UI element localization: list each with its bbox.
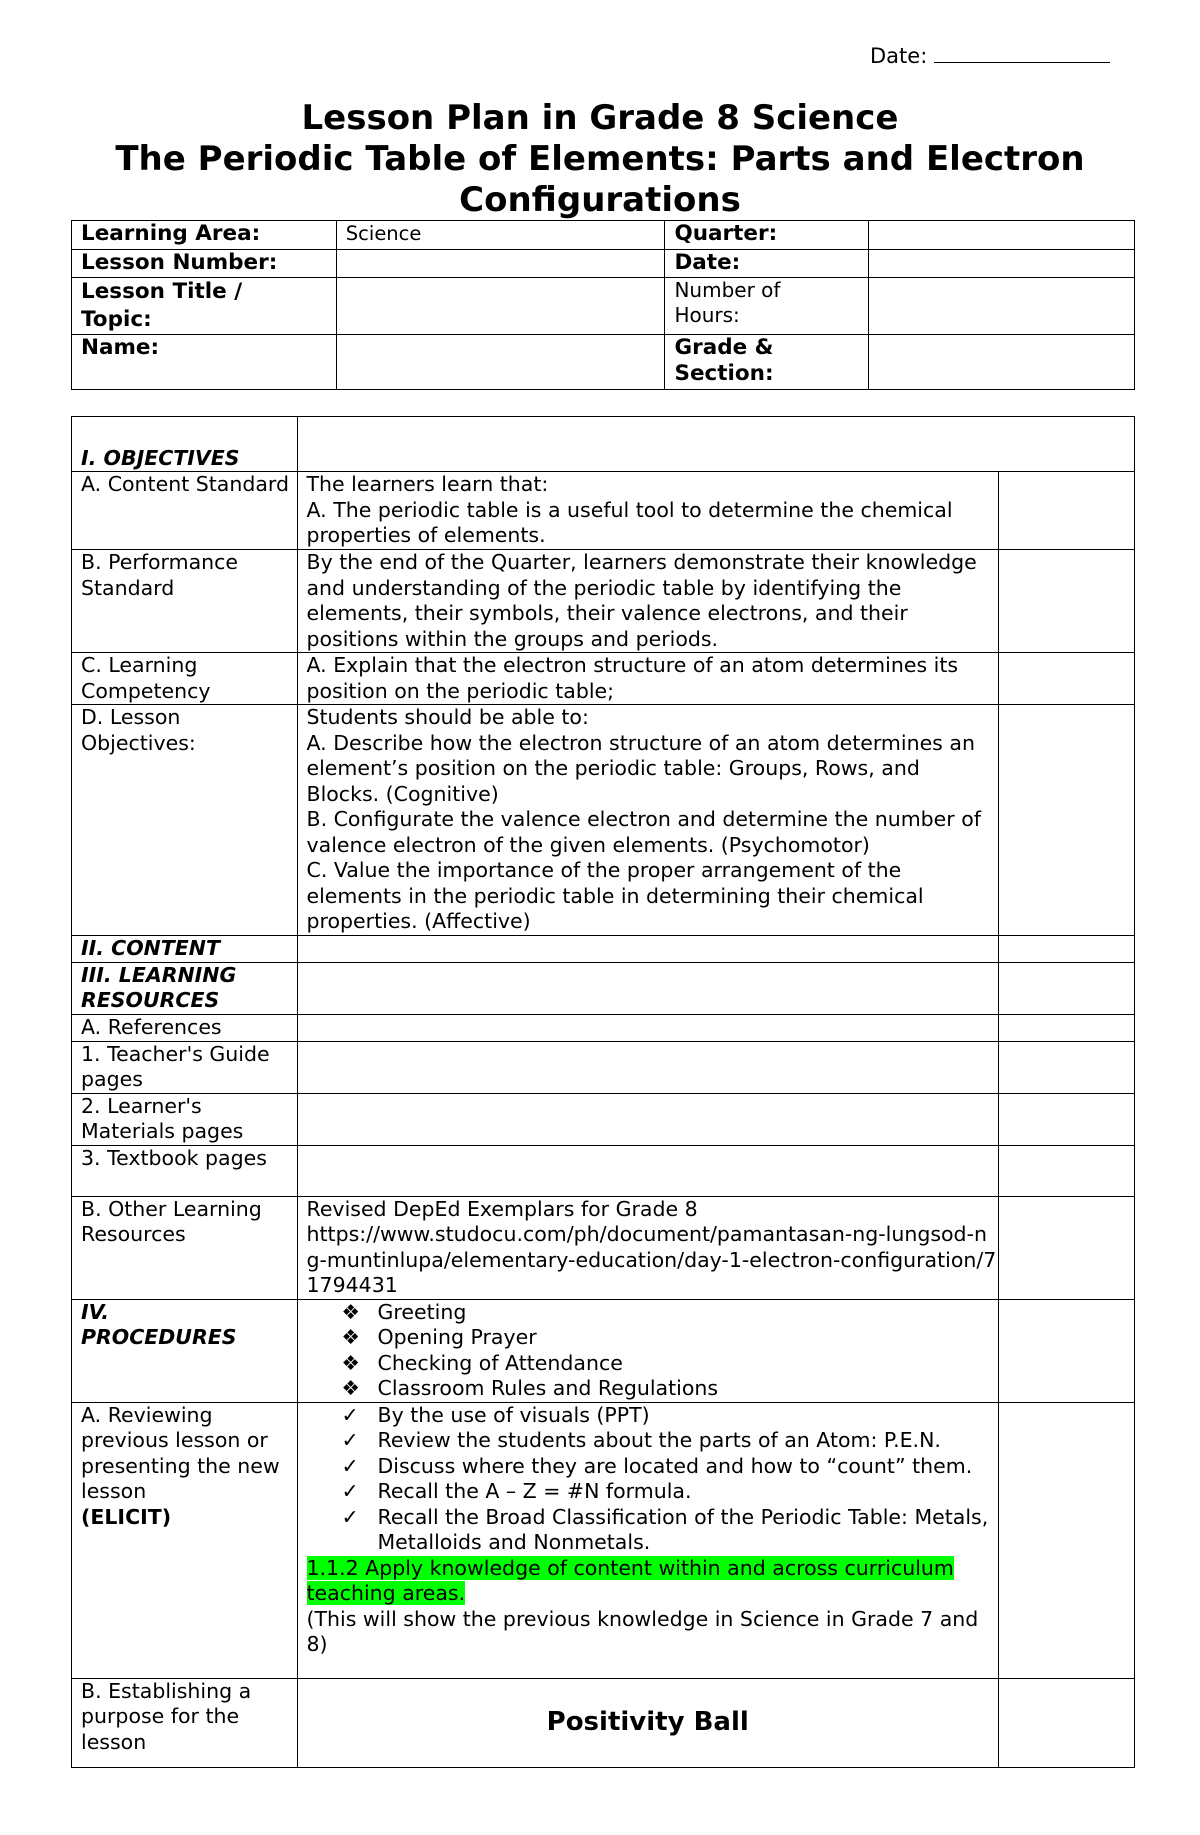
objectives-empty — [297, 417, 1135, 472]
remarks-cell — [998, 1093, 1134, 1145]
objectives-heading-text: I. OBJECTIVES — [81, 445, 240, 470]
check-bullet-icon: ✓ — [341, 1402, 359, 1427]
learning-area-label: Learning Area: — [72, 221, 337, 250]
diamond-bullet-icon: ❖ — [341, 1299, 360, 1324]
check-bullet-icon: ✓ — [341, 1428, 359, 1452]
purpose-value: Positivity Ball — [297, 1678, 998, 1767]
content-standard-line: A. The periodic table is a useful tool to determine the chemical properties of elements. — [306, 497, 953, 547]
remarks-cell — [998, 1196, 1134, 1299]
remarks-cell — [998, 1299, 1134, 1402]
reviewing-label-text: A. Reviewing previous lesson or presenting the new lesson — [81, 1402, 280, 1503]
lesson-title-label-line1: Lesson Title / — [81, 279, 243, 304]
review-item: ✓ Recall the Broad Classification of the Periodic Table: Metals, Metalloids and Nonmetals. — [341, 1504, 989, 1554]
learning-competency-text: A. Explain that the electron structure of an atom determines its position on the periodic table; — [297, 653, 998, 705]
diamond-bullet-icon: ❖ — [341, 1376, 360, 1400]
other-resource-link[interactable]: https://www.studocu.com/ph/document/pamantasan-ng-lungsod-ng-muntinlupa/elementary-education/day-1-electron-configuration/71794431 — [306, 1222, 997, 1297]
name-label: Name: — [72, 335, 337, 390]
procedure-item: ❖ Greeting — [341, 1299, 467, 1324]
check-bullet-icon: ✓ — [341, 1504, 359, 1529]
remarks-cell — [998, 1678, 1134, 1767]
reviewing-label — [72, 1402, 298, 1678]
content-standard-text — [297, 472, 998, 550]
remarks-cell — [998, 1402, 1134, 1678]
lesson-plan-table — [71, 416, 1135, 1768]
remarks-cell — [998, 705, 1134, 936]
procedure-item: ❖ Classroom Rules and Regulations — [341, 1376, 719, 1400]
info-date-value[interactable] — [869, 250, 1135, 278]
grade-value[interactable] — [869, 335, 1135, 390]
procedure-item: ❖ Opening Prayer — [341, 1325, 537, 1349]
remarks-cell — [998, 935, 1134, 962]
quarter-label: Quarter: — [665, 221, 869, 250]
objectives-heading — [72, 417, 298, 472]
grade-label — [665, 335, 869, 390]
learning-competency-label: C. Learning Competency — [72, 653, 298, 705]
procedures-heading: IV. PROCEDURES — [72, 1299, 298, 1402]
lesson-objective-line: C. Value the importance of the proper arrangement of the elements in the periodic table in determining their chemical properties. (Affective) — [306, 858, 924, 933]
other-resource-line: Revised DepEd Exemplars for Grade 8 — [306, 1196, 698, 1221]
learning-resources-heading: III. LEARNING RESOURCES — [72, 962, 298, 1014]
title-line-1: Lesson Plan in Grade 8 Science — [301, 98, 899, 138]
remarks-cell — [998, 1014, 1134, 1041]
title-line-3: Configurations — [459, 180, 741, 220]
other-resources-label: B. Other Learning Resources — [72, 1196, 298, 1299]
quarter-value[interactable] — [869, 221, 1135, 250]
remarks-cell — [998, 550, 1134, 653]
reviewing-tag: (ELICIT) — [81, 1504, 172, 1529]
performance-standard-text: By the end of the Quarter, learners demonstrate their knowledge and understanding of the periodic table by identifying the elements, their symbols, their valence electrons, and their positions within the groups and periods. — [297, 550, 998, 653]
date-line — [870, 44, 1110, 68]
content-standard-label: A. Content Standard — [72, 472, 298, 550]
remarks-cell — [998, 1041, 1134, 1093]
content-heading: II. CONTENT — [72, 935, 298, 962]
document-title — [70, 98, 1130, 221]
references-label: A. References — [72, 1014, 298, 1041]
lesson-number-value[interactable] — [336, 250, 665, 278]
remarks-cell — [998, 472, 1134, 550]
diamond-bullet-icon: ❖ — [341, 1350, 360, 1375]
remarks-cell — [998, 962, 1134, 1014]
date-blank[interactable] — [934, 44, 1110, 63]
textbook-value — [297, 1145, 998, 1196]
review-item: ✓ Review the students about the parts of an Atom: P.E.N. — [341, 1428, 941, 1452]
grade-label-line2: Section: — [674, 361, 774, 386]
lesson-objectives-text — [297, 705, 998, 936]
lesson-title-value[interactable] — [336, 278, 665, 335]
hours-label-line2: Hours: — [674, 303, 740, 327]
lesson-number-label: Lesson Number: — [72, 250, 337, 278]
check-bullet-icon: ✓ — [341, 1479, 359, 1503]
lesson-title-label-line2: Topic: — [81, 307, 152, 332]
remarks-cell — [998, 653, 1134, 705]
hours-label-line1: Number of — [674, 278, 781, 302]
highlighted-indicator — [307, 1556, 998, 1607]
learners-materials-label: 2. Learner's Materials pages — [72, 1093, 298, 1145]
reviewing-note: (This will show the previous knowledge in Science in Grade 7 and 8) — [306, 1606, 979, 1656]
info-date-label: Date: — [665, 250, 869, 278]
learners-materials-value — [297, 1093, 998, 1145]
lesson-objectives-label: D. Lesson Objectives: — [72, 705, 298, 936]
lesson-objective-line: A. Describe how the electron structure of an atom determines an element’s position on the periodic table: Groups, Rows, and Blocks. (Cognitive) — [306, 730, 975, 806]
procedure-item: ❖ Checking of Attendance — [341, 1350, 623, 1375]
date-label: Date: — [870, 44, 928, 68]
content-value — [297, 935, 998, 962]
teachers-guide-label: 1. Teacher's Guide pages — [72, 1041, 298, 1093]
remarks-cell — [998, 1145, 1134, 1196]
other-resources-text — [297, 1196, 998, 1299]
diamond-bullet-icon: ❖ — [341, 1325, 360, 1349]
highlight-text: 1.1.2 Apply knowledge of content within and across curriculum teaching areas. — [306, 1555, 954, 1605]
learning-area-value: Science — [336, 221, 665, 250]
info-table — [71, 220, 1135, 390]
check-bullet-icon: ✓ — [341, 1453, 359, 1478]
review-item: ✓ By the use of visuals (PPT) — [341, 1402, 650, 1427]
references-value — [297, 1014, 998, 1041]
lesson-objective-line: B. Configurate the valence electron and determine the number of valence electron of the given elements. (Psychomotor) — [306, 807, 981, 857]
reviewing-content — [297, 1402, 998, 1678]
name-value[interactable] — [336, 335, 665, 390]
review-item: ✓ Recall the A – Z = #N formula. — [341, 1479, 692, 1503]
title-line-2: The Periodic Table of Elements: Parts and Electron — [115, 139, 1085, 179]
learning-resources-value — [297, 962, 998, 1014]
lesson-title-label — [72, 278, 337, 335]
grade-label-line1: Grade & — [674, 335, 774, 360]
textbook-label: 3. Textbook pages — [72, 1145, 298, 1196]
content-standard-line: The learners learn that: — [306, 472, 549, 496]
performance-standard-label: B. Performance Standard — [72, 550, 298, 653]
teachers-guide-value — [297, 1041, 998, 1093]
lesson-objective-line: Students should be able to: — [306, 705, 589, 729]
purpose-label: B. Establishing a purpose for the lesson — [72, 1678, 298, 1767]
hours-value[interactable] — [869, 278, 1135, 335]
hours-label — [665, 278, 869, 335]
procedures-list — [297, 1299, 998, 1402]
review-item: ✓ Discuss where they are located and how to “count” them. — [341, 1453, 973, 1478]
